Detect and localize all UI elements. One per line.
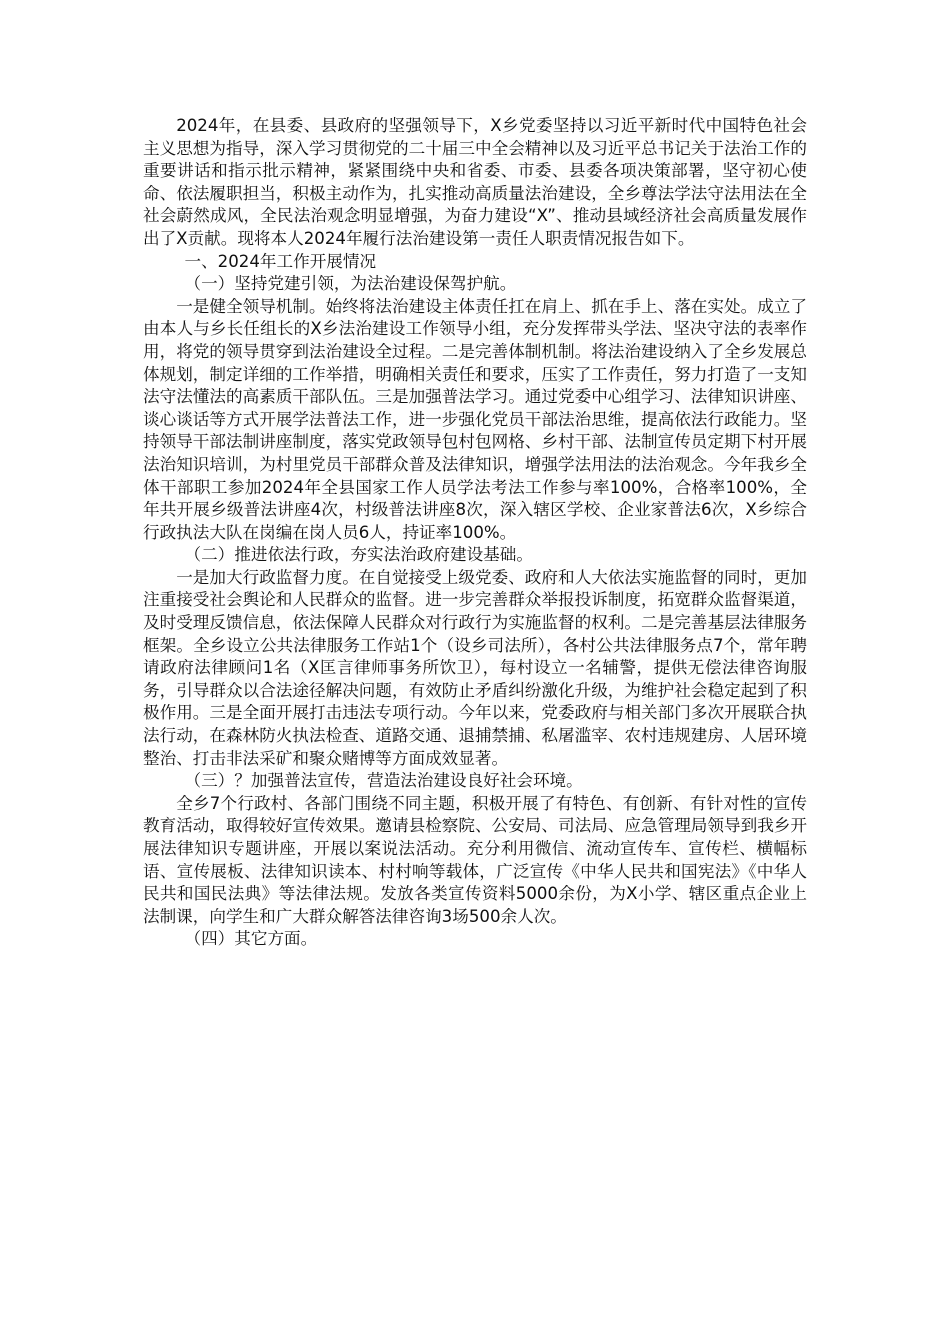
- subsection-heading-administration-by-law: （二）推进依法行政，夯实法治政府建设基础。: [184, 545, 533, 565]
- document-body: [143, 115, 807, 951]
- paragraph-party-leadership: 一是健全领导机制。始终将法治建设主体责任扛在肩上、抓在手上、落在实处。成立了由本人与乡长任组长的X乡法治建设工作领导小组，充分发挥带头学法、坚决守法的表率作用，将党的领导贯穿到法治建设全过程。二是完善体制机制。将法治建设纳入了全乡发展总体规划，制定详细的工作举措，明确相关责任和要求，压实了工作责任，努力打造了一支知法守法懂法的高素质干部队伍。三是加强普法学习。通过党委中心组学习、法律知识讲座、谈心谈话等方式开展学法普法工作，进一步强化党员干部法治思维，提高依法行政能力。坚持领导干部法制讲座制度，落实党政领导包村包网格、乡村干部、法制宣传员定期下村开展法治知识培训，为村里党员干部群众普及法律知识，增强学法用法的法治观念。今年我乡全体干部职工参加2024年全县国家工作人员学法考法工作参与率100%，合格率100%，全年共开展乡级普法讲座4次，村级普法讲座8次，深入辖区学校、企业家普法6次，X乡综合行政执法大队在岗编在岗人员6人，持证率100%。: [143, 296, 807, 542]
- subsection-heading-legal-publicity: （三）？加强普法宣传，营造法治建设良好社会环境。: [184, 771, 583, 791]
- paragraph-administration-by-law: 一是加大行政监督力度。在自觉接受上级党委、政府和人大依法实施监督的同时，更加注重接受社会舆论和人民群众的监督。进一步完善群众举报投诉制度，拓宽群众监督渠道，及时受理反馈信息，依法保障人民群众对行政行为实施监督的权利。二是完善基层法律服务框架。全乡设立公共法律服务工作站1个（设乡司法所），各村公共法律服务点7个，常年聘请政府法律顾问1名（X匡言律师事务所饮卫），每村设立一名辅警，提供无偿法律咨询服务，引导群众以合法途径解决问题，有效防止矛盾纠纷激化升级，为维护社会稳定起到了积极作用。三是全面开展打击违法专项行动。今年以来，党委政府与相关部门多次开展联合执法行动，在森林防火执法检查、道路交通、退捕禁捕、私屠滥宰、农村违规建房、人居环境整治、打击非法采矿和聚众赌博等方面成效显著。: [143, 567, 807, 768]
- section-heading-work-progress: 一、2024年工作开展情况: [184, 251, 377, 271]
- subsection-heading-other-aspects: （四）其它方面。: [184, 929, 318, 949]
- intro-paragraph: 2024年，在县委、县政府的坚强领导下，X乡党委坚持以习近平新时代中国特色社会主义思想为指导，深入学习贯彻党的二十届三中全会精神以及习近平总书记关于法治工作的重要讲话和指示批示精神，紧紧围绕中央和省委、市委、县委各项决策部署，坚守初心使命、依法履职担当，积极主动作为，扎实推动高质量法治建设，全乡尊法学法守法用法在全社会蔚然成风，全民法治观念明显增强，为奋力建设“X”、推动县域经济社会高质量发展作出了X贡献。现将本人2024年履行法治建设第一责任人职责情况报告如下。: [143, 116, 807, 248]
- paragraph-legal-publicity: 全乡7个行政村、各部门围绕不同主题，积极开展了有特色、有创新、有针对性的宣传教育活动，取得较好宣传效果。邀请县检察院、公安局、司法局、应急管理局领导到我乡开展法律知识专题讲座，开展以案说法活动。充分利用微信、流动宣传车、宣传栏、横幅标语、宣传展板、法律知识读本、村村响等载体，广泛宣传《中华人民共和国宪法》《中华人民共和国民法典》等法律法规。发放各类宣传资料5000余份，为X小学、辖区重点企业上法制课，向学生和广大群众解答法律咨询3场500余人次。: [143, 793, 807, 926]
- subsection-heading-party-leadership: （一）坚持党建引领，为法治建设保驾护航。: [184, 274, 517, 294]
